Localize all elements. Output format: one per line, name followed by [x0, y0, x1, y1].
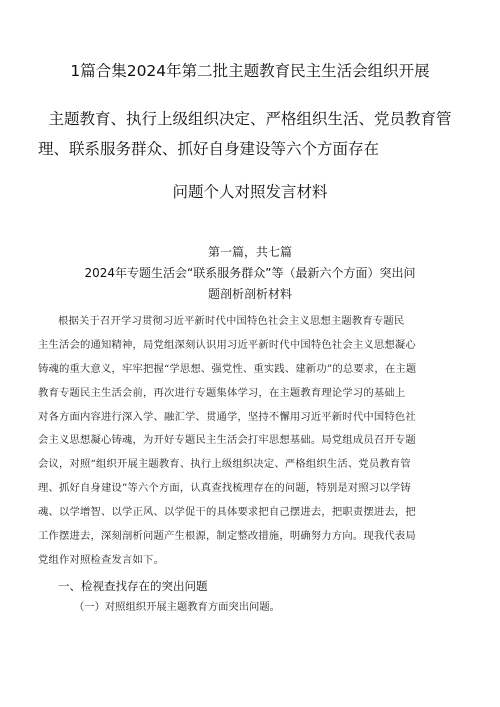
body-paragraph	[38, 310, 468, 573]
document-title: 1篇合集2024年第二批主题教育民主生活会组织开展	[70, 62, 430, 80]
body-line: 对各方面内容进行深入学、融汇学、贯通学，坚持不懈用习近平新时代中国特色社	[38, 410, 416, 423]
body-line: 根据关于召开学习贯彻习近平新时代中国特色社会主义思想主题教育专题民	[58, 315, 405, 327]
body-line: 理、抓好自身建设”等六个方面，认真查找梳理存在的问题，特别是对照习以学铸	[38, 482, 411, 495]
document-title-line-3: 理、联系服务群众、抓好自身建设等六个方面存在	[38, 140, 380, 158]
body-line: 魂、以学增智、以学正风、以学促干的具体要求把自己摆进去，把职责摆进去，把	[38, 506, 416, 519]
document-title-line-4: 问题个人对照发言材料	[172, 183, 328, 201]
body-line: 工作摆进去，深刻剖析问题产生根源，制定整改措施，明确努力方向。现我代表局	[38, 530, 416, 543]
sub-section-heading: （一）对照组织开展主题教育方面突出问题。	[74, 601, 280, 613]
body-line: 会主义思想凝心铸魂，为开好专题民主生活会打牢思想基础。局党组成员召开专题	[38, 434, 416, 447]
section-heading: 一、检视查找存在的突出问题	[58, 579, 208, 593]
body-line: 铸魂的重大意义，牢牢把握“学思想、强党性、重实践、建新功”的总要求，在主题	[38, 362, 417, 375]
article-title-line-2: 题剖析剖析材料	[207, 287, 292, 301]
body-line: 会议，对照“组织开展主题教育、执行上级组织决定、严格组织生活、党员教育管	[38, 458, 411, 471]
document-title-line-2: 主题教育、执行上级组织决定、严格组织生活、党员教育管	[48, 110, 452, 128]
body-line: 主生活会的通知精神，局党组深刻认识用习近平新时代中国特色社会主义思想凝心	[38, 338, 416, 351]
body-line: 教育专题民主生活会前，再次进行专题集体学习，在主题教育理论学习的基础上	[38, 386, 406, 399]
part-label: 第一篇，共七篇	[207, 245, 292, 259]
article-title: 2024年专题生活会“联系服务群众”等（最新六个方面）突出问	[84, 266, 416, 280]
body-line: 党组作对照检查发言如下。	[38, 553, 164, 566]
